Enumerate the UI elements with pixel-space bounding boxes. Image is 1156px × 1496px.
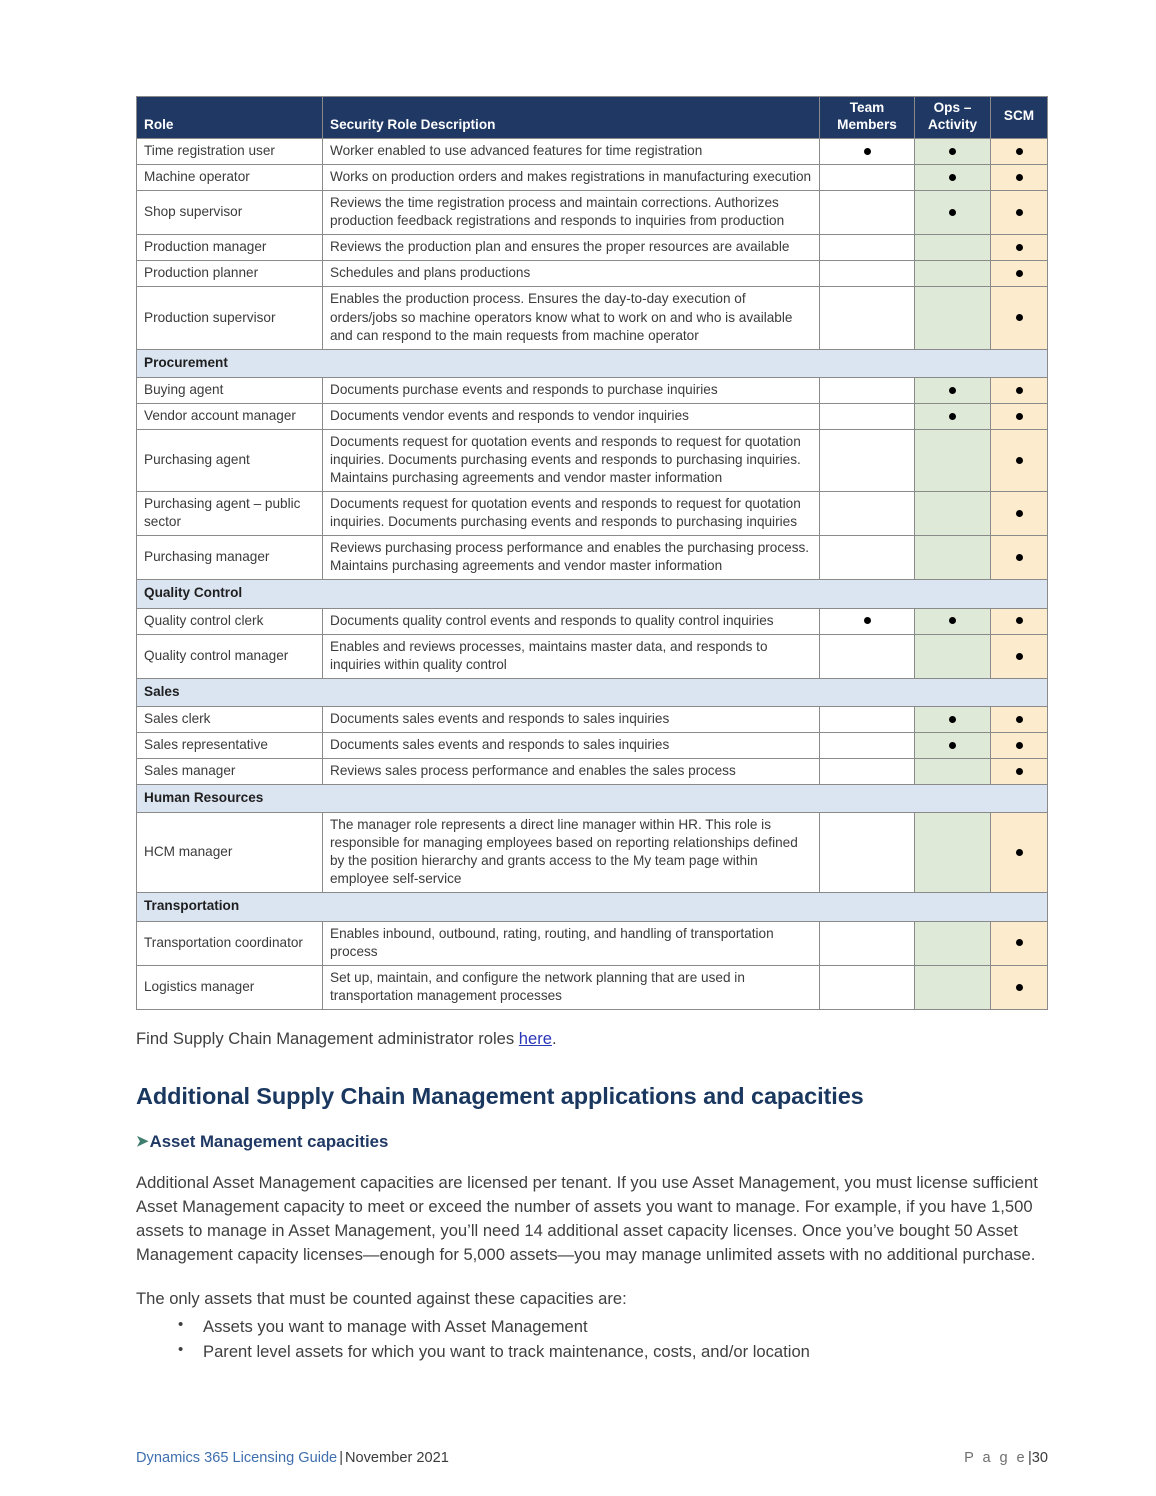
table-row (137, 492, 1048, 536)
availability-cell-team-members (820, 634, 915, 678)
table-section-row (137, 893, 1048, 921)
included-dot-icon (1016, 510, 1023, 517)
availability-cell-scm (991, 287, 1048, 349)
empty-marker (949, 939, 956, 946)
availability-cell-scm (991, 813, 1048, 893)
availability-cell-team-members (820, 965, 915, 1009)
subsection-heading-label: Asset Management capacities (149, 1131, 389, 1151)
included-dot-icon (1016, 716, 1023, 723)
availability-cell-team-members (820, 287, 915, 349)
availability-cell-scm (991, 536, 1048, 580)
table-row (137, 921, 1048, 965)
role-name-cell: Time registration user (137, 138, 323, 164)
included-dot-icon (949, 413, 956, 420)
availability-cell-team-members (820, 921, 915, 965)
role-name-cell: Production supervisor (137, 287, 323, 349)
empty-marker (864, 939, 871, 946)
table-row (137, 706, 1048, 732)
arrow-bullet-icon: ➤ (136, 1132, 149, 1150)
empty-marker (864, 209, 871, 216)
table-section-row (137, 580, 1048, 608)
empty-marker (864, 510, 871, 517)
table-row (137, 608, 1048, 634)
empty-marker (949, 984, 956, 991)
section-label: Human Resources (137, 785, 1048, 813)
included-dot-icon (1016, 244, 1023, 251)
table-row (137, 634, 1048, 678)
empty-marker (864, 314, 871, 321)
availability-cell-ops-activity (915, 965, 991, 1009)
included-dot-icon (1016, 653, 1023, 660)
included-dot-icon (1016, 457, 1023, 464)
availability-cell-ops-activity (915, 377, 991, 403)
availability-cell-ops-activity (915, 634, 991, 678)
availability-cell-ops-activity (915, 706, 991, 732)
included-dot-icon (949, 148, 956, 155)
role-name-cell: Buying agent (137, 377, 323, 403)
availability-cell-scm (991, 921, 1048, 965)
table-row (137, 732, 1048, 758)
empty-marker (864, 174, 871, 181)
role-description-cell: Enables inbound, outbound, rating, routing, and handling of transportation process (323, 921, 820, 965)
table-row (137, 965, 1048, 1009)
empty-marker (949, 768, 956, 775)
empty-marker (949, 270, 956, 277)
table-header-row (137, 97, 1048, 139)
availability-cell-ops-activity (915, 287, 991, 349)
availability-cell-scm (991, 608, 1048, 634)
role-name-cell: Shop supervisor (137, 191, 323, 235)
included-dot-icon (1016, 939, 1023, 946)
footer-page-label: P a g e (964, 1450, 1027, 1466)
footer-page-bar: | (1027, 1450, 1032, 1466)
role-name-cell: Quality control manager (137, 634, 323, 678)
empty-marker (864, 742, 871, 749)
included-dot-icon (949, 174, 956, 181)
table-row (137, 287, 1048, 349)
included-dot-icon (949, 617, 956, 624)
included-dot-icon (1016, 742, 1023, 749)
included-dot-icon (1016, 617, 1023, 624)
role-description-cell: Reviews the production plan and ensures the proper resources are available (323, 235, 820, 261)
column-header-team-members (820, 97, 915, 139)
table-section-row (137, 678, 1048, 706)
availability-cell-ops-activity (915, 608, 991, 634)
find-admin-roles-text-before: Find Supply Chain Management administrator roles (136, 1028, 519, 1048)
page-footer (136, 1450, 1048, 1466)
included-dot-icon (1016, 209, 1023, 216)
included-dot-icon (1016, 768, 1023, 775)
role-description-cell: Enables and reviews processes, maintains master data, and responds to inquiries within quality control (323, 634, 820, 678)
availability-cell-team-members (820, 732, 915, 758)
availability-cell-scm (991, 706, 1048, 732)
role-description-cell: Enables the production process. Ensures the day-to-day execution of orders/jobs so machine operators know what to work on and who is available and can respond to the main requests from machine operator (323, 287, 820, 349)
table-row (137, 261, 1048, 287)
availability-cell-team-members (820, 191, 915, 235)
empty-marker (864, 849, 871, 856)
list-item: • Parent level assets for which you want to track maintenance, costs, and/or location (203, 1339, 1048, 1365)
role-description-cell: The manager role represents a direct line manager within HR. This role is responsible for managing employees based on reporting relationships defined by the position hierarchy and grants access to the My team page within employee self-service (323, 813, 820, 893)
role-description-cell: Documents request for quotation events and responds to request for quotation inquiries. Documents purchasing events and responds to purchasing inquiries. Maintains purchasing agreements and vendor master information (323, 429, 820, 491)
availability-cell-scm (991, 377, 1048, 403)
availability-cell-team-members (820, 138, 915, 164)
availability-cell-ops-activity (915, 492, 991, 536)
availability-cell-scm (991, 403, 1048, 429)
column-header-team-members-line1: Team (849, 100, 885, 115)
role-name-cell: Sales clerk (137, 706, 323, 732)
footer-page-number: 30 (1031, 1450, 1048, 1466)
included-dot-icon (1016, 984, 1023, 991)
availability-cell-ops-activity (915, 429, 991, 491)
section-label: Quality Control (137, 580, 1048, 608)
footer-left (136, 1450, 449, 1466)
included-dot-icon (1016, 849, 1023, 856)
role-name-cell: Production planner (137, 261, 323, 287)
empty-marker (949, 849, 956, 856)
availability-cell-scm (991, 235, 1048, 261)
availability-cell-ops-activity (915, 403, 991, 429)
empty-marker (864, 768, 871, 775)
role-name-cell: HCM manager (137, 813, 323, 893)
role-description-cell: Documents request for quotation events and responds to request for quotation inquiries. Documents purchasing events and responds to purchasing inquiries (323, 492, 820, 536)
included-dot-icon (1016, 148, 1023, 155)
empty-marker (864, 244, 871, 251)
included-dot-icon (949, 387, 956, 394)
empty-marker (949, 244, 956, 251)
subsection-heading (136, 1132, 1048, 1152)
role-name-cell: Purchasing manager (137, 536, 323, 580)
footer-right (964, 1450, 1048, 1466)
table-row (137, 813, 1048, 893)
role-description-cell: Documents quality control events and responds to quality control inquiries (323, 608, 820, 634)
availability-cell-team-members (820, 608, 915, 634)
role-description-cell: Schedules and plans productions (323, 261, 820, 287)
section-label: Transportation (137, 893, 1048, 921)
availability-cell-team-members (820, 536, 915, 580)
availability-cell-team-members (820, 165, 915, 191)
document-page (136, 0, 1048, 1496)
availability-cell-scm (991, 634, 1048, 678)
empty-marker (864, 984, 871, 991)
empty-marker (864, 716, 871, 723)
availability-cell-scm (991, 429, 1048, 491)
role-description-cell: Documents purchase events and responds to purchase inquiries (323, 377, 820, 403)
role-name-cell: Production manager (137, 235, 323, 261)
column-header-team-members-line2: Members (837, 116, 897, 132)
table-row (137, 165, 1048, 191)
availability-cell-ops-activity (915, 759, 991, 785)
section-heading: Additional Supply Chain Management applications and capacities (136, 1082, 864, 1109)
find-admin-roles-line (136, 1027, 1048, 1051)
included-dot-icon (864, 148, 871, 155)
table-row (137, 191, 1048, 235)
section-label: Procurement (137, 349, 1048, 377)
table-row (137, 138, 1048, 164)
role-description-cell: Documents vendor events and responds to vendor inquiries (323, 403, 820, 429)
list-item: • Assets you want to manage with Asset Management (203, 1314, 1048, 1340)
included-dot-icon (949, 742, 956, 749)
availability-cell-team-members (820, 377, 915, 403)
availability-cell-ops-activity (915, 138, 991, 164)
included-dot-icon (1016, 554, 1023, 561)
table-row (137, 429, 1048, 491)
role-name-cell: Sales representative (137, 732, 323, 758)
empty-marker (949, 314, 956, 321)
empty-marker (864, 270, 871, 277)
role-name-cell: Logistics manager (137, 965, 323, 1009)
counted-assets-paragraph: The only assets that must be counted against these capacities are: (136, 1288, 627, 1308)
availability-cell-team-members (820, 813, 915, 893)
availability-cell-ops-activity (915, 732, 991, 758)
role-description-cell: Works on production orders and makes registrations in manufacturing execution (323, 165, 820, 191)
included-dot-icon (1016, 413, 1023, 420)
role-name-cell: Purchasing agent (137, 429, 323, 491)
column-header-description: Security Role Description (323, 97, 820, 139)
empty-marker (949, 554, 956, 561)
role-name-cell: Machine operator (137, 165, 323, 191)
availability-cell-scm (991, 965, 1048, 1009)
availability-cell-team-members (820, 492, 915, 536)
empty-marker (864, 387, 871, 394)
availability-cell-ops-activity (915, 261, 991, 287)
role-description-cell: Reviews sales process performance and enables the sales process (323, 759, 820, 785)
table-row (137, 377, 1048, 403)
included-dot-icon (1016, 270, 1023, 277)
availability-cell-ops-activity (915, 921, 991, 965)
availability-cell-scm (991, 759, 1048, 785)
table-section-row (137, 349, 1048, 377)
role-description-cell: Reviews the time registration process and maintain corrections. Authorizes production feedback registrations and responds to inquiries from production (323, 191, 820, 235)
column-header-ops-activity-line2: Activity (927, 116, 978, 132)
role-name-cell: Vendor account manager (137, 403, 323, 429)
included-dot-icon (864, 617, 871, 624)
footer-guide-title: Dynamics 365 Licensing Guide (136, 1450, 338, 1466)
availability-cell-team-members (820, 403, 915, 429)
table-row (137, 759, 1048, 785)
availability-cell-team-members (820, 706, 915, 732)
empty-marker (864, 413, 871, 420)
footer-separator: | (339, 1450, 343, 1466)
table-row (137, 235, 1048, 261)
availability-cell-ops-activity (915, 536, 991, 580)
availability-cell-scm (991, 191, 1048, 235)
empty-marker (864, 457, 871, 464)
asset-capacity-paragraph: Additional Asset Management capacities are licensed per tenant. If you use Asset Management, you must license sufficient Asset Management capacity to meet or exceed the number of assets you want to manage. For example, if you have 1,500 assets to manage in Asset Management, you’ll need 14 additional asset capacity licenses. Once you’ve bought 50 Asset Management capacity licenses—enough for 5,000 assets—you may manage unlimited assets with no additional purchase. (136, 1173, 1038, 1264)
table-header (137, 97, 1048, 139)
availability-cell-ops-activity (915, 235, 991, 261)
availability-cell-scm (991, 261, 1048, 287)
availability-cell-team-members (820, 235, 915, 261)
table-body (137, 138, 1048, 1009)
security-roles-table (136, 96, 1048, 1010)
footer-date: November 2021 (344, 1450, 449, 1466)
included-dot-icon (1016, 174, 1023, 181)
column-header-ops-activity (915, 97, 991, 139)
column-header-ops-activity-line1: Ops – (933, 100, 972, 115)
empty-marker (949, 510, 956, 517)
role-name-cell: Transportation coordinator (137, 921, 323, 965)
empty-marker (864, 653, 871, 660)
empty-marker (864, 554, 871, 561)
section-label: Sales (137, 678, 1048, 706)
availability-cell-ops-activity (915, 813, 991, 893)
included-dot-icon (949, 209, 956, 216)
role-description-cell: Set up, maintain, and configure the network planning that are used in transportation management processes (323, 965, 820, 1009)
availability-cell-team-members (820, 759, 915, 785)
table-row (137, 403, 1048, 429)
included-dot-icon (949, 716, 956, 723)
availability-cell-ops-activity (915, 191, 991, 235)
table-section-row (137, 785, 1048, 813)
counted-assets-list (136, 1314, 1048, 1365)
role-description-cell: Documents sales events and responds to sales inquiries (323, 732, 820, 758)
empty-marker (949, 457, 956, 464)
role-description-cell: Reviews purchasing process performance and enables the purchasing process. Maintains purchasing agreements and vendor master information (323, 536, 820, 580)
availability-cell-ops-activity (915, 165, 991, 191)
availability-cell-team-members (820, 429, 915, 491)
included-dot-icon (1016, 314, 1023, 321)
role-description-cell: Worker enabled to use advanced features for time registration (323, 138, 820, 164)
role-description-cell: Documents sales events and responds to sales inquiries (323, 706, 820, 732)
here-link[interactable]: here (518, 1028, 552, 1048)
column-header-scm: SCM (991, 97, 1048, 139)
role-name-cell: Purchasing agent – public sector (137, 492, 323, 536)
role-name-cell: Quality control clerk (137, 608, 323, 634)
availability-cell-scm (991, 492, 1048, 536)
role-name-cell: Sales manager (137, 759, 323, 785)
availability-cell-scm (991, 138, 1048, 164)
availability-cell-scm (991, 732, 1048, 758)
availability-cell-team-members (820, 261, 915, 287)
empty-marker (949, 653, 956, 660)
column-header-role: Role (137, 97, 323, 139)
included-dot-icon (1016, 387, 1023, 394)
availability-cell-scm (991, 165, 1048, 191)
table-row (137, 536, 1048, 580)
find-admin-roles-text-after: . (552, 1028, 557, 1048)
